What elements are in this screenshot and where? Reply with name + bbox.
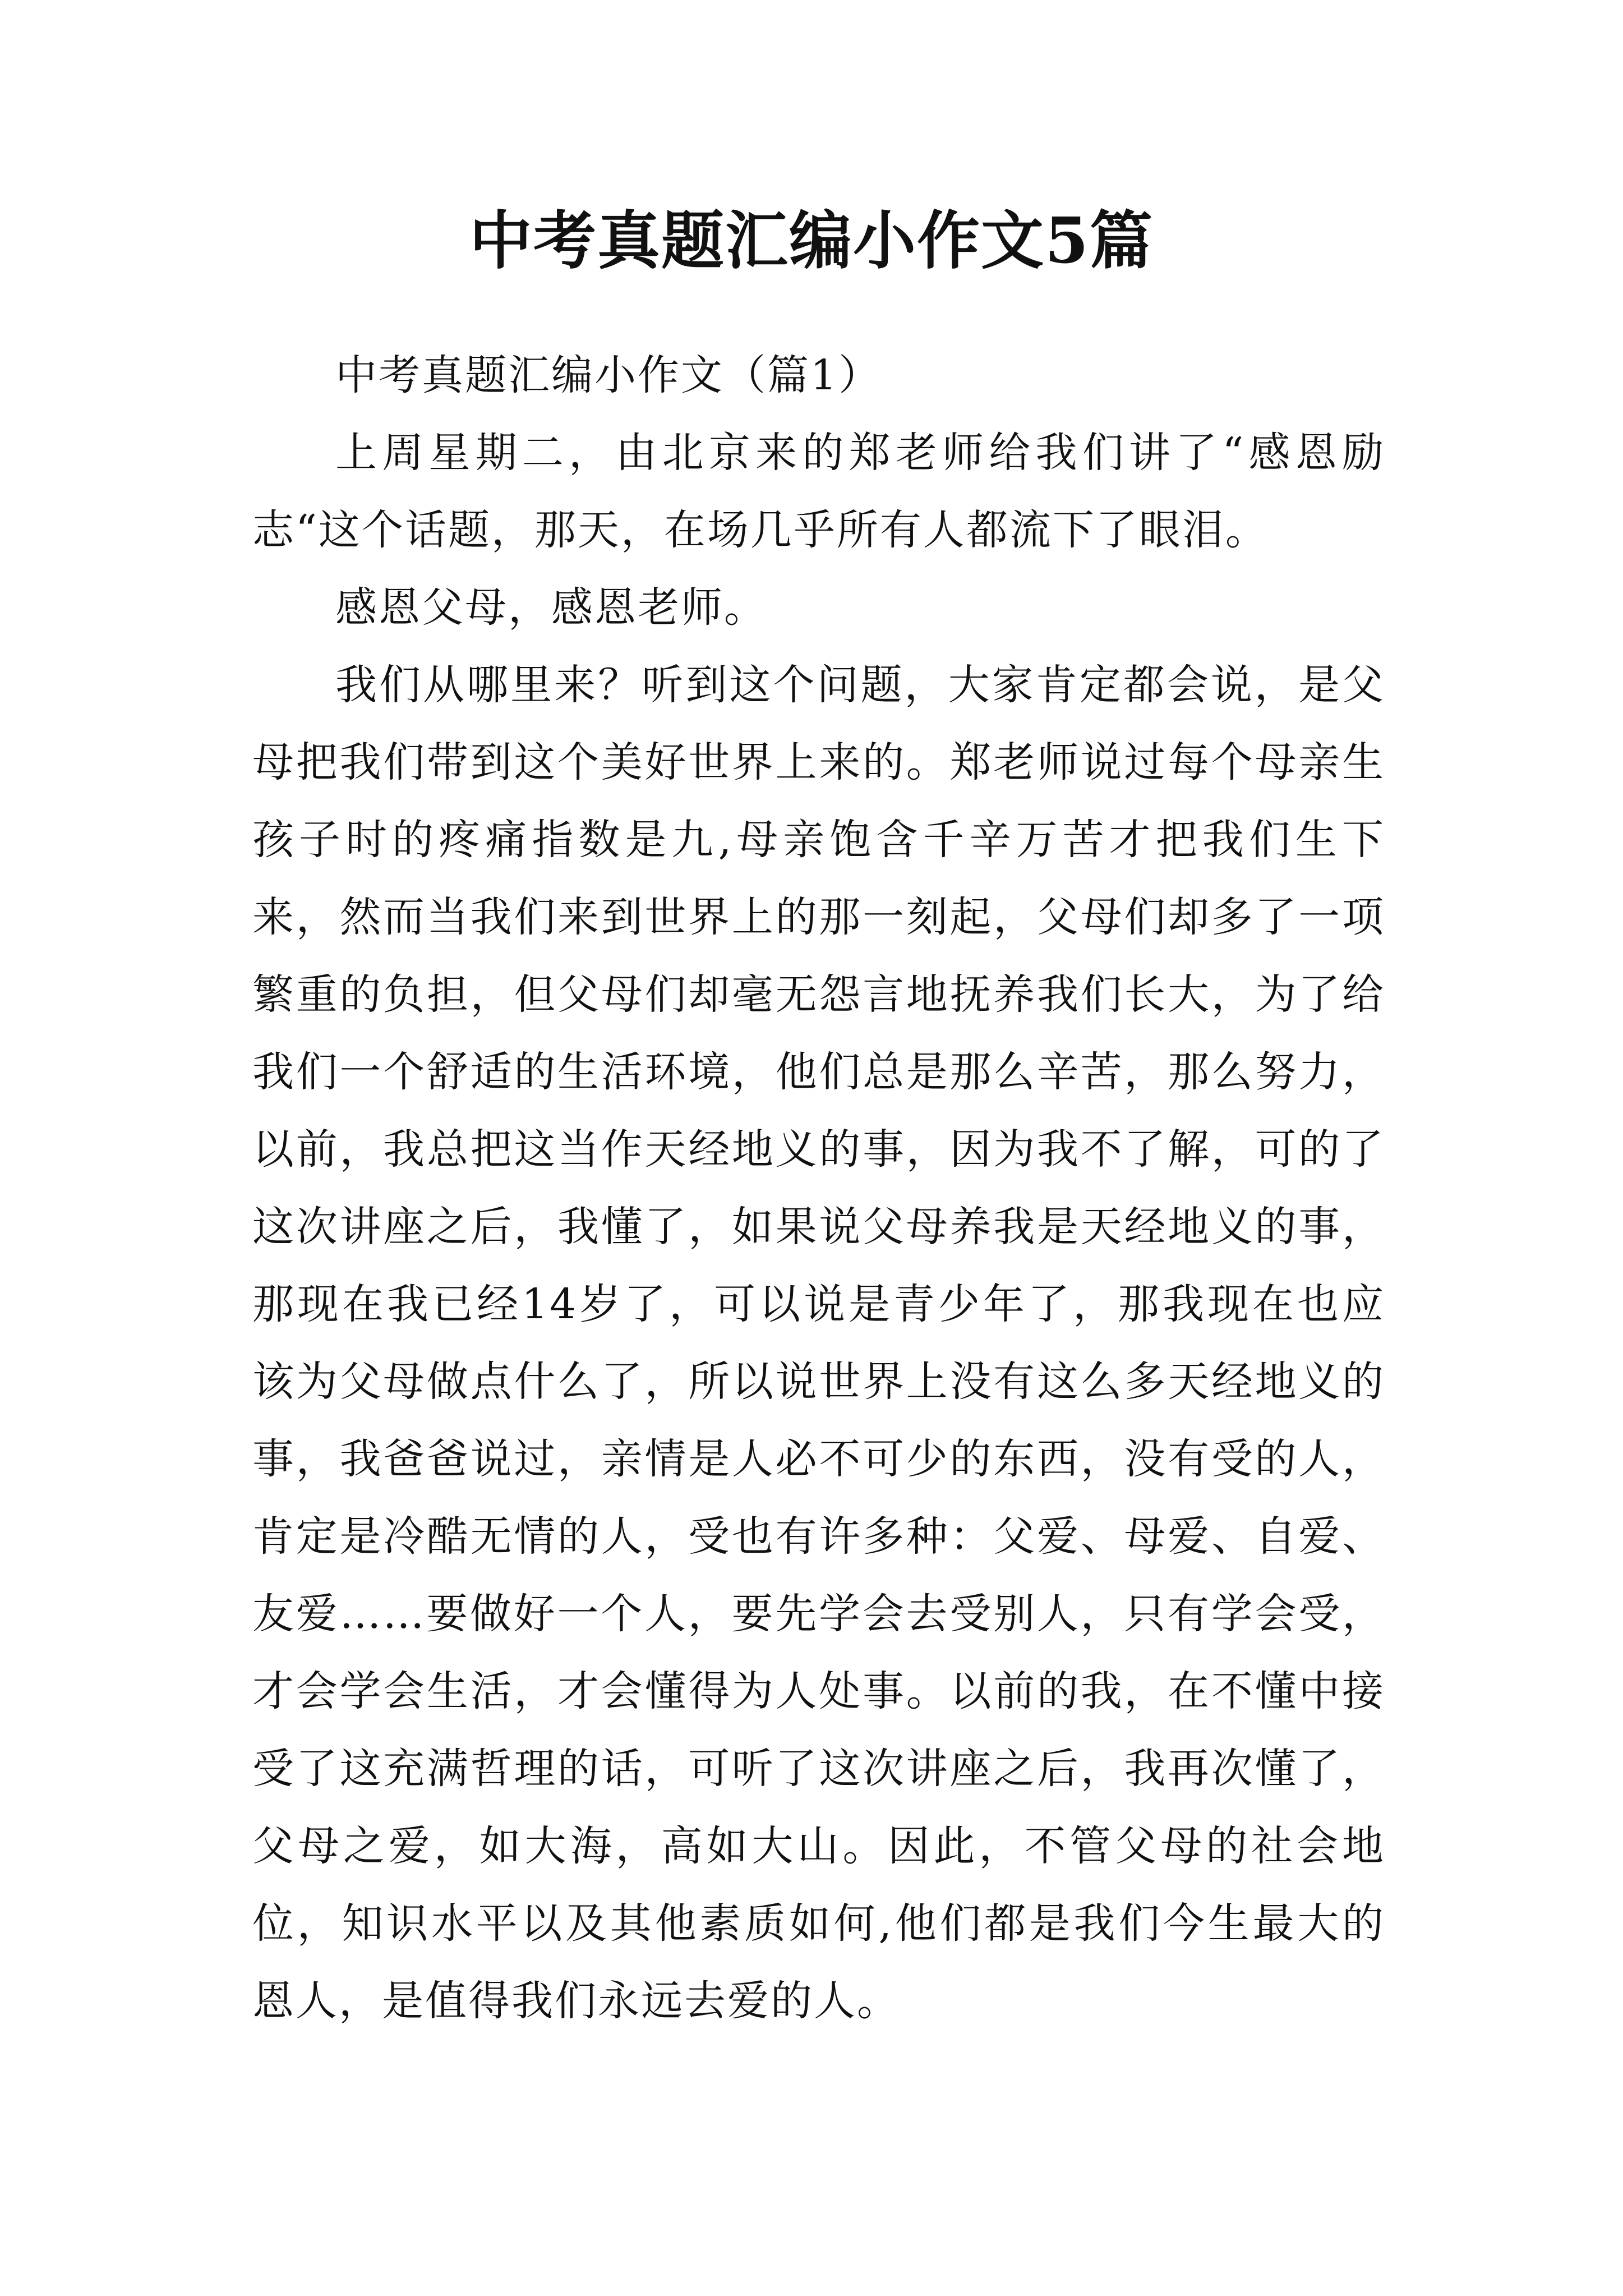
paragraph-2: 感恩父母，感恩老师。 bbox=[335, 583, 767, 632]
document-body bbox=[252, 337, 1385, 2040]
section-heading: 中考真题汇编小作文（篇1） bbox=[335, 351, 882, 399]
paragraph-1: 上周星期二，由北京来的郑老师给我们讲了“感恩励志“这个话题，那天，在场几乎所有人都流下了眼泪。 bbox=[252, 429, 1385, 554]
paragraph-3: 我们从哪里来？听到这个问题，大家肯定都会说，是父母把我们带到这个美好世界上来的。郑老师说过每个母亲生孩子时的疼痛指数是九,母亲饱含千辛万苦才把我们生下来，然而当我们来到世界上的那一刻起，父母们却多了一项繁重的负担，但父母们却毫无怨言地抚养我们长大，为了给我们一个舒适的生活环境，他们总是那么辛苦，那么努力，以前，我总把这当作天经地义的事，因为我不了解，可的了这次讲座之后，我懂了，如果说父母养我是天经地义的事，那现在我已经14岁了，可以说是青少年了，那我现在也应该为父母做点什么了，所以说世界上没有这么多天经地义的事，我爸爸说过，亲情是人必不可少的东西，没有受的人，肯定是冷酷无情的人，受也有许多种：父爱、母爱、自爱、友爱……要做好一个人，要先学会去受别人，只有学会受，才会学会生活，才会懂得为人处事。以前的我，在不懂中接受了这充满哲理的话，可听了这次讲座之后，我再次懂了，父母之爱，如大海，高如大山。因此，不管父母的社会地位，知识水平以及其他素质如何,他们都是我们今生最大的恩人，是值得我们永远去爱的人。 bbox=[252, 661, 1385, 2025]
document-title: 中考真题汇编小作文5篇 bbox=[469, 204, 1154, 278]
